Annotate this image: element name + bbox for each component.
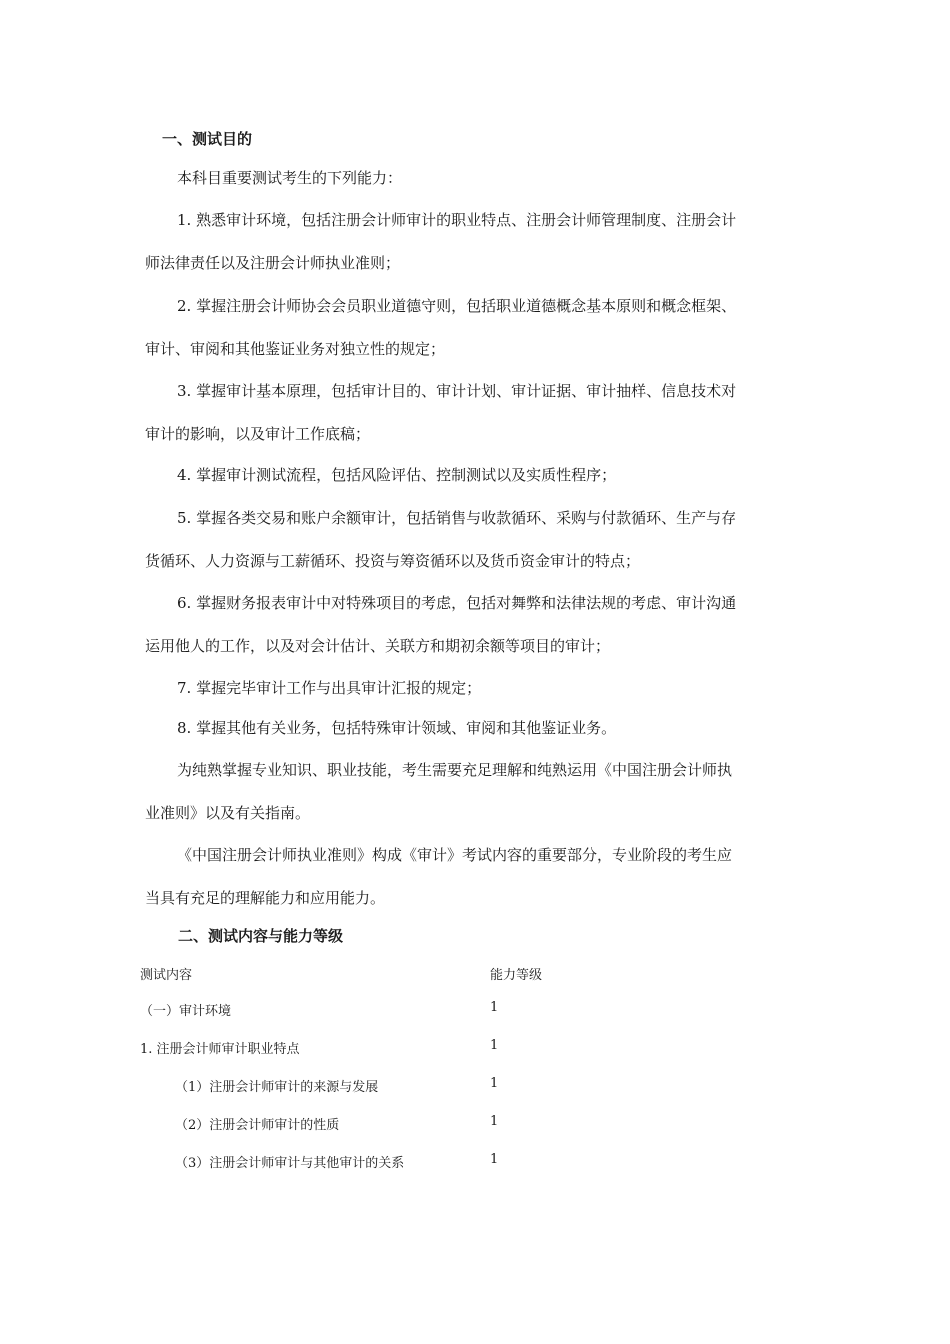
objective-item-3 [145, 370, 810, 456]
objective-item-1-line2: 师法律责任以及注册会计师执业准则； [145, 254, 401, 272]
objective-item-2-line2: 审计、审阅和其他鉴证业务对独立性的规定； [145, 340, 446, 358]
closing-paragraph-2-line1: 《中国注册会计师执业准则》构成《审计》考试内容的重要部分，专业阶段的考生应 [177, 846, 733, 864]
table-row [140, 1028, 740, 1066]
objective-item-7-line1: 7. 掌握完毕审计工作与出具审计汇报的规定； [177, 679, 482, 697]
objective-item-4-line1: 4. 掌握审计测试流程，包括风险评估、控制测试以及实质性程序； [177, 466, 617, 484]
section1-heading: 一、测试目的 [162, 130, 253, 148]
objective-item-2 [145, 285, 810, 371]
row-item: 1. 注册会计师审计职业特点 [140, 1042, 300, 1057]
objective-item-3-line2: 审计的影响，以及审计工作底稿； [145, 425, 371, 443]
row-level: 1 [490, 1076, 499, 1091]
content-level-table [140, 952, 740, 1180]
table-header-row [140, 952, 740, 990]
table-row [140, 990, 740, 1028]
objective-item-6 [145, 582, 810, 668]
objective-item-1-line1: 1. 熟悉审计环境，包括注册会计师审计的职业特点、注册会计师管理制度、注册会计 [177, 211, 737, 229]
closing-paragraph-1-line2: 业准则》以及有关指南。 [145, 804, 311, 822]
row-item: （2）注册会计师审计的性质 [175, 1118, 340, 1133]
closing-paragraph-1-line1: 为纯熟掌握专业知识、职业技能，考生需要充足理解和纯熟运用《中国注册会计师执 [177, 761, 733, 779]
objective-item-6-line1: 6. 掌握财务报表审计中对特殊项目的考虑，包括对舞弊和法律法规的考虑、审计沟通 [177, 594, 737, 612]
closing-paragraph-2 [145, 834, 810, 920]
table-row [140, 1104, 740, 1142]
row-level: 1 [490, 1114, 499, 1129]
row-item: （3）注册会计师审计与其他审计的关系 [175, 1156, 405, 1171]
table-row [140, 1066, 740, 1104]
closing-paragraph-2-line2: 当具有充足的理解能力和应用能力。 [145, 889, 386, 907]
table-row [140, 1142, 740, 1180]
objective-item-5-line1: 5. 掌握各类交易和账户余额审计，包括销售与收款循环、采购与付款循环、生产与存 [177, 509, 737, 527]
objective-item-8-line1: 8. 掌握其他有关业务，包括特殊审计领域、审阅和其他鉴证业务。 [177, 719, 617, 737]
row-level: 1 [490, 1000, 499, 1015]
objective-item-3-line1: 3. 掌握审计基本原理，包括审计目的、审计计划、审计证据、审计抽样、信息技术对 [177, 382, 737, 400]
objective-item-6-line2: 运用他人的工作，以及对会计估计、关联方和期初余额等项目的审计； [145, 637, 611, 655]
row-item: （1）注册会计师审计的来源与发展 [175, 1080, 379, 1095]
row-level: 1 [490, 1152, 499, 1167]
intro-text: 本科目重要测试考生的下列能力： [177, 169, 403, 187]
objective-item-5 [145, 497, 810, 583]
row-level: 1 [490, 1038, 499, 1053]
objective-item-4 [145, 454, 810, 497]
intro-paragraph [145, 157, 810, 200]
section2-heading: 二、测试内容与能力等级 [178, 927, 344, 945]
row-item: （一）审计环境 [140, 1004, 232, 1019]
objective-item-7 [145, 667, 810, 710]
objective-item-1 [145, 199, 810, 285]
objective-item-8 [145, 707, 810, 750]
column-header-level: 能力等级 [490, 968, 543, 983]
objective-item-2-line1: 2. 掌握注册会计师协会会员职业道德守则，包括职业道德概念基本原则和概念框架、 [177, 297, 737, 315]
column-header-content: 测试内容 [140, 968, 193, 983]
closing-paragraph-1 [145, 749, 810, 835]
objective-item-5-line2: 货循环、人力资源与工薪循环、投资与筹资循环以及货币资金审计的特点； [145, 552, 641, 570]
